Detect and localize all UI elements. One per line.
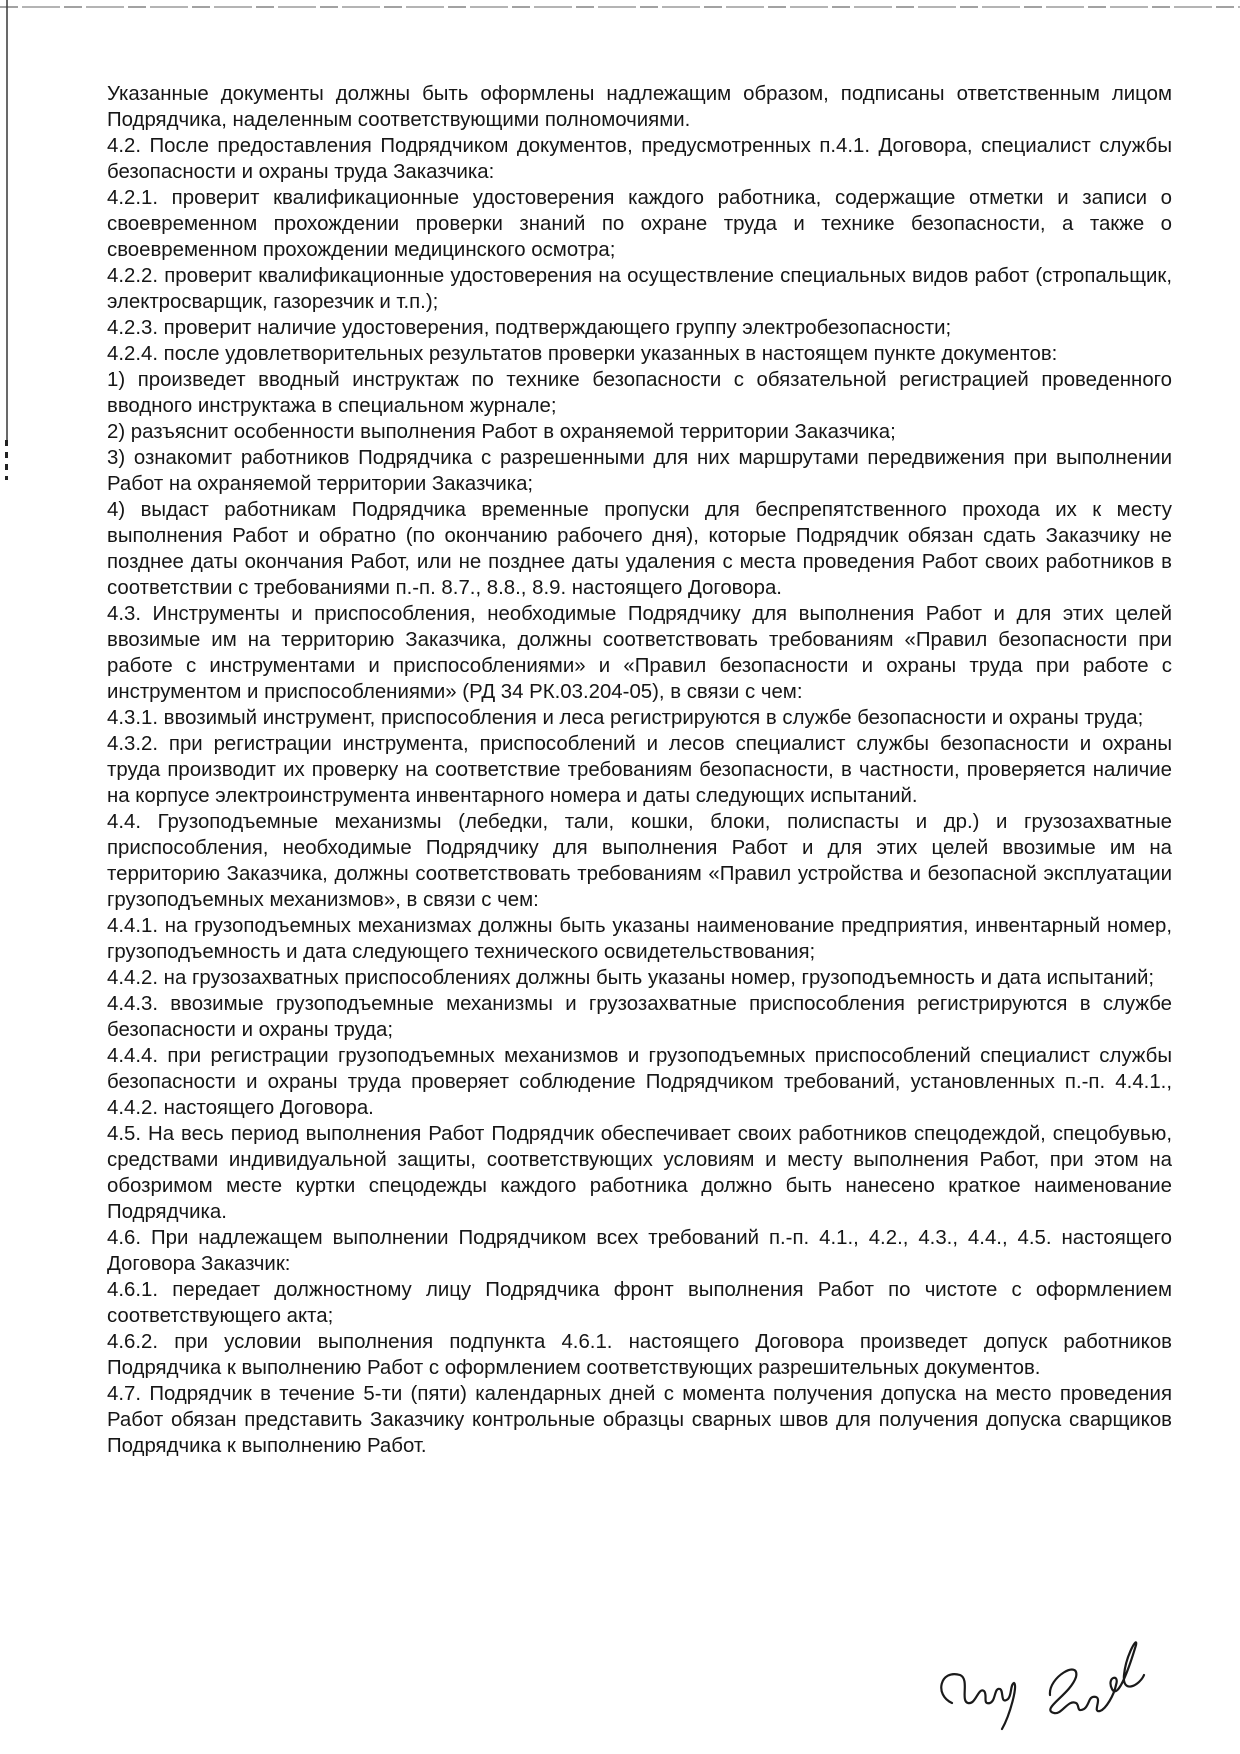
paragraph: 4.7. Подрядчик в течение 5-ти (пяти) календарных дней с момента получения допуска на место проведения Работ обязан представить Заказчику контрольные образцы сварных швов для получения допуска сварщиков Подрядчика к выполнению Работ.	[107, 1383, 1172, 1457]
signature-first	[941, 1674, 1015, 1729]
paragraph: 4.3.1. ввозимый инструмент, приспособления и леса регистрируются в службе безопасности и охраны труда;	[107, 707, 1144, 729]
paragraph: 4.2.3. проверит наличие удостоверения, подтверждающего группу электробезопасности;	[107, 317, 952, 339]
paragraph: 4.6.1. передает должностному лицу Подрядчика фронт выполнения Работ по чистоте с оформлением соответствующего акта;	[107, 1279, 1172, 1327]
scan-edge-left	[6, 0, 8, 440]
paragraph: 4.3. Инструменты и приспособления, необходимые Подрядчику для выполнения Работ и для этих целей ввозимые им на территорию Заказчика, должны соответствовать требованиям «Правил безопасности при работе с инструментами и приспособлениями» и «Правил безопасности и охраны труда при работе с инструментом и приспособлениями» (РД 34 РК.03.204-05), в связи с чем:	[107, 603, 1172, 703]
paragraph: 3) ознакомит работников Подрядчика с разрешенными для них маршрутами передвижения при выполнении Работ на охраняемой территории Заказчика;	[107, 447, 1172, 495]
scan-edge-left-dash	[5, 440, 8, 480]
paragraph: 4) выдаст работникам Подрядчика временные пропуски для беспрепятственного прохода их к месту выполнения Работ и обратно (по окончанию рабочего дня), которые Подрядчик обязан сдать Заказчику не позднее даты окончания Работ, или не позднее даты удаления с места проведения Работ своих работников в соответствии с требованиями п.-п. 8.7., 8.8., 8.9. настоящего Договора.	[107, 499, 1172, 599]
paragraph: Указанные документы должны быть оформлены надлежащим образом, подписаны ответственным лицом Подрядчика, наделенным соответствующими полномочиями.	[107, 83, 1172, 131]
paragraph: 1) произведет вводный инструктаж по технике безопасности с обязательной регистрацией проведенного вводного инструктажа в специальном журнале;	[107, 369, 1172, 417]
paragraph: 4.4.1. на грузоподъемных механизмах должны быть указаны наименование предприятия, инвентарный номер, грузоподъемность и дата следующего технического освидетельствования;	[107, 915, 1172, 963]
paragraph: 4.2.1. проверит квалификационные удостоверения каждого работника, содержащие отметки и записи о своевременном прохождении проверки знаний по охране труда и технике безопасности, а также о своевременном прохождении медицинского осмотра;	[107, 187, 1172, 261]
paragraph: 4.3.2. при регистрации инструмента, приспособлений и лесов специалист службы безопасности и охраны труда производит их проверку на соответствие требованиям безопасности, в частности, проверяется наличие на корпусе электроинструмента инвентарного номера и даты следующих испытаний.	[107, 733, 1172, 807]
paragraph: 4.2. После предоставления Подрядчиком документов, предусмотренных п.4.1. Договора, специалист службы безопасности и охраны труда Заказчика:	[107, 135, 1172, 183]
paragraph: 4.4.3. ввозимые грузоподъемные механизмы и грузозахватные приспособления регистрируются в службе безопасности и охраны труда;	[107, 993, 1172, 1041]
paragraph: 4.6. При надлежащем выполнении Подрядчиком всех требований п.-п. 4.1., 4.2., 4.3., 4.4., 4.5. настоящего Договора Заказчик:	[107, 1227, 1172, 1275]
paragraph: 4.4. Грузоподъемные механизмы (лебедки, тали, кошки, блоки, полиспасты и др.) и грузозахватные приспособления, необходимые Подрядчику для выполнения Работ и для этих целей ввозимые им на территорию Заказчика, должны соответствовать требованиям «Правил устройства и безопасной эксплуатации грузоподъемных механизмов», в связи с чем:	[107, 811, 1172, 911]
paragraph: 4.5. На весь период выполнения Работ Подрядчик обеспечивает своих работников спецодеждой, спецобувью, средствами индивидуальной защиты, соответствующих условиям и месту выполнения Работ, при этом на обозримом месте куртки спецодежды каждого работника должно быть нанесено краткое наименование Подрядчика.	[107, 1123, 1172, 1223]
paragraph: 4.6.2. при условии выполнения подпункта 4.6.1. настоящего Договора произведет допуск работников Подрядчика к выполнению Работ с оформлением соответствующих разрешительных документов.	[107, 1331, 1172, 1379]
paragraph: 4.4.4. при регистрации грузоподъемных механизмов и грузоподъемных приспособлений специалист службы безопасности и охраны труда проверяет соблюдение Подрядчиком требований, установленных п.-п. 4.4.1., 4.4.2. настоящего Договора.	[107, 1045, 1172, 1119]
paragraph: 2) разъяснит особенности выполнения Работ в охраняемой территории Заказчика;	[107, 421, 896, 443]
signatures	[930, 1625, 1170, 1735]
paragraph: 4.2.2. проверит квалификационные удостоверения на осуществление специальных видов работ (стропальщик, электросварщик, газорезчик и т.п.);	[107, 265, 1172, 313]
paragraph: 4.2.4. после удовлетворительных результатов проверки указанных в настоящем пункте документов:	[107, 343, 1058, 365]
paragraph: 4.4.2. на грузозахватных приспособлениях должны быть указаны номер, грузоподъемность и дата испытаний;	[107, 967, 1155, 989]
scan-edge-top	[0, 6, 1240, 8]
document-body	[107, 81, 1172, 1459]
signature-second	[1050, 1642, 1144, 1713]
